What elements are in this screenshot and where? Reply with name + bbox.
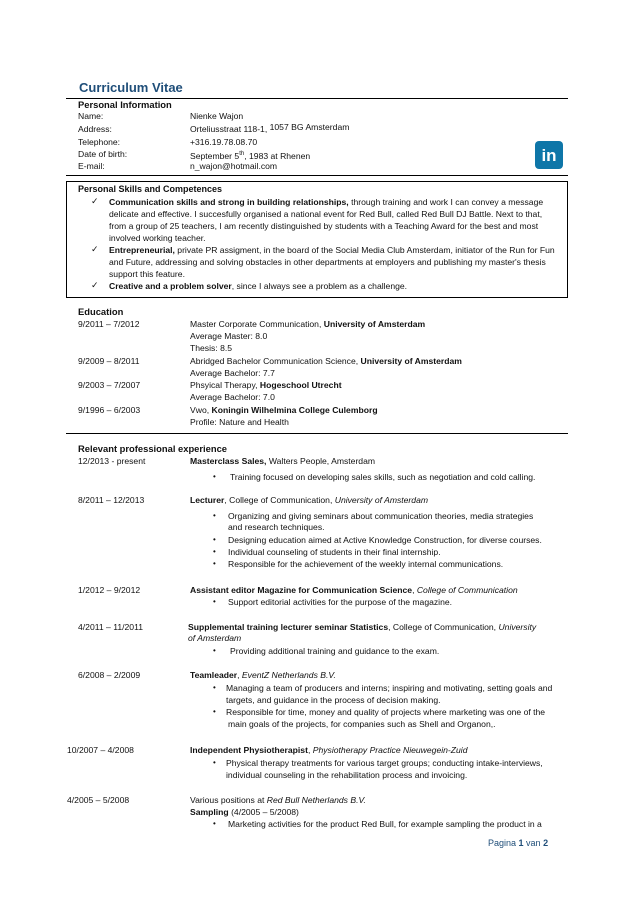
value-name: Nienke Wajon: [190, 111, 244, 121]
linkedin-icon[interactable]: in: [535, 141, 563, 169]
skill-2-line-3: support this feature.: [109, 269, 185, 279]
job-bullet-cont: individual counseling in the rehabilitation process and invoicing.: [226, 770, 468, 780]
edu-date: 9/2003 – 7/2007: [78, 380, 141, 390]
job-bullet: Designing education aimed at Active Knowledge Construction, for diverse courses.: [228, 535, 542, 545]
value-dob: September 5th, 1983 at Rhenen: [190, 150, 311, 161]
job-title-cont: of Amsterdam: [188, 633, 242, 643]
job-date: 8/2011 – 12/2013: [78, 495, 145, 505]
bullet-icon: •: [213, 472, 216, 481]
job-bullet: Responsible for the achievement of the weekly internal communications.: [228, 559, 504, 569]
job-bullet-cont: main goals of the projects, for companies such as Shell and Organon,.: [228, 719, 496, 729]
skill-2-line-1: Entrepreneurial, private PR assigment, in the board of the Social Media Club Amsterdam, initiator of the Run for Fun: [109, 245, 555, 255]
label-email: E-mail:: [78, 161, 105, 171]
personal-rule: [66, 175, 568, 176]
page-number: Pagina 1 van 2: [488, 838, 549, 848]
job-bullet: Physical therapy treatments for various target groups; conducting intake-interviews,: [226, 758, 543, 768]
education-heading: Education: [78, 306, 124, 317]
job-bullet: Providing additional training and guidance to the exam.: [230, 646, 440, 656]
edu-date: 9/2009 – 8/2011: [78, 356, 140, 366]
skills-box-bottom: [66, 297, 568, 298]
check-icon: ✓: [91, 196, 99, 206]
edu-detail: Average Master: 8.0: [190, 331, 268, 341]
skill-1-line-1: Communication skills and strong in building relationships, through training and work I can convey a message: [109, 197, 544, 207]
edu-entry: Phsyical Therapy, Hogeschool Utrecht: [190, 380, 342, 390]
skills-box-top: [66, 181, 568, 182]
skill-1-line-4: involved working teacher.: [109, 233, 206, 243]
job-title: Assistant editor Magazine for Communication Science, College of Communication: [190, 585, 518, 595]
job-bullet: Training focused on developing sales skills, such as negotiation and cold calling.: [230, 472, 536, 482]
job-title: Various positions at Red Bull Netherlands B.V.: [190, 795, 366, 805]
value-address: Orteliusstraat 118-1, 1057 BG Amsterdam: [190, 122, 350, 134]
bullet-icon: •: [213, 547, 216, 556]
page-title: Curriculum Vitae: [79, 80, 183, 95]
education-rule: [66, 433, 568, 434]
check-icon: ✓: [91, 244, 99, 254]
edu-entry: Abridged Bachelor Communication Science, University of Amsterdam: [190, 356, 462, 366]
skill-2-line-2: and Future, addressing and solving obstacles in other departments at employers and publishing my master's thesis: [109, 257, 546, 267]
experience-heading: Relevant professional experience: [78, 443, 228, 454]
job-bullet: Individual counseling of students in their final internship.: [228, 547, 441, 557]
bullet-icon: •: [213, 511, 216, 520]
bullet-icon: •: [213, 559, 216, 568]
job-bullet: Marketing activities for the product Red Bull, for example sampling the product in a: [228, 819, 542, 829]
value-telephone: +316.19.78.08.70: [190, 137, 258, 147]
job-title: Teamleader, EventZ Netherlands B.V.: [190, 670, 336, 680]
bullet-icon: •: [213, 758, 216, 767]
personal-info-heading: Personal Information: [78, 99, 172, 110]
value-email: n_wajon@hotmail.com: [190, 161, 278, 171]
edu-entry: Vwo, Koningin Wilhelmina College Culemborg: [190, 405, 378, 415]
job-bullet-cont: targets, and guidance in the process of decision making.: [226, 695, 441, 705]
edu-date: 9/1996 – 6/2003: [78, 405, 141, 415]
bullet-icon: •: [213, 683, 216, 692]
skill-3-line-1: Creative and a problem solver, since I always see a problem as a challenge.: [109, 281, 408, 291]
job-date: 10/2007 – 4/2008: [67, 745, 134, 755]
job-bullet: Organizing and giving seminars about communication theories, media strategies: [228, 511, 534, 521]
skill-1-line-2: delicate and effective. I succesfully organised a national event for Red Bull, called Red Bull DJ Battle. Next to that,: [109, 209, 543, 219]
job-date: 4/2005 – 5/2008: [67, 795, 130, 805]
job-subtitle: Sampling (4/2005 – 5/2008): [190, 807, 299, 817]
job-date: 1/2012 – 9/2012: [78, 585, 141, 595]
edu-date: 9/2011 – 7/2012: [78, 319, 140, 329]
bullet-icon: •: [213, 646, 216, 655]
skills-box-right: [567, 181, 568, 297]
label-address: Address:: [78, 124, 112, 134]
job-title: Independent Physiotherapist, Physiotherapy Practice Nieuwegein-Zuid: [190, 745, 468, 755]
label-name: Name:: [78, 111, 104, 121]
job-date: 12/2013 - present: [78, 456, 146, 466]
job-bullet: Responsible for time, money and quality of projects where marketing was one of the: [226, 707, 546, 717]
edu-detail: Thesis: 8.5: [190, 343, 233, 353]
skill-1-line-3: from a group of 25 teachers, I am recently distinguished by students with a Teaching Award for the best and most: [109, 221, 539, 231]
bullet-icon: •: [213, 819, 216, 828]
label-dob: Date of birth:: [78, 149, 128, 159]
bullet-icon: •: [213, 535, 216, 544]
label-telephone: Telephone:: [78, 137, 121, 147]
job-title: Supplemental training lecturer seminar Statistics, College of Communication, University: [188, 622, 537, 632]
bullet-icon: •: [213, 707, 216, 716]
skills-box-left: [66, 181, 67, 297]
job-date: 4/2011 – 11/2011: [78, 622, 143, 632]
job-bullet: Support editorial activities for the purpose of the magazine.: [228, 597, 453, 607]
job-bullet: Managing a team of producers and interns; inspiring and motivating, setting goals and: [226, 683, 553, 693]
bullet-icon: •: [213, 597, 216, 606]
job-date: 6/2008 – 2/2009: [78, 670, 141, 680]
edu-entry: Master Corporate Communication, University of Amsterdam: [190, 319, 426, 329]
job-title: Masterclass Sales, Walters People, Amsterdam: [190, 456, 376, 466]
edu-detail: Average Bachelor: 7.7: [190, 368, 275, 378]
check-icon: ✓: [91, 280, 99, 290]
job-title: Lecturer, College of Communication, University of Amsterdam: [190, 495, 429, 505]
job-bullet-cont: and research techniques.: [228, 522, 325, 532]
edu-detail: Average Bachelor: 7.0: [190, 392, 275, 402]
edu-detail: Profile: Nature and Health: [190, 417, 289, 427]
skills-heading: Personal Skills and Competences: [78, 184, 223, 194]
